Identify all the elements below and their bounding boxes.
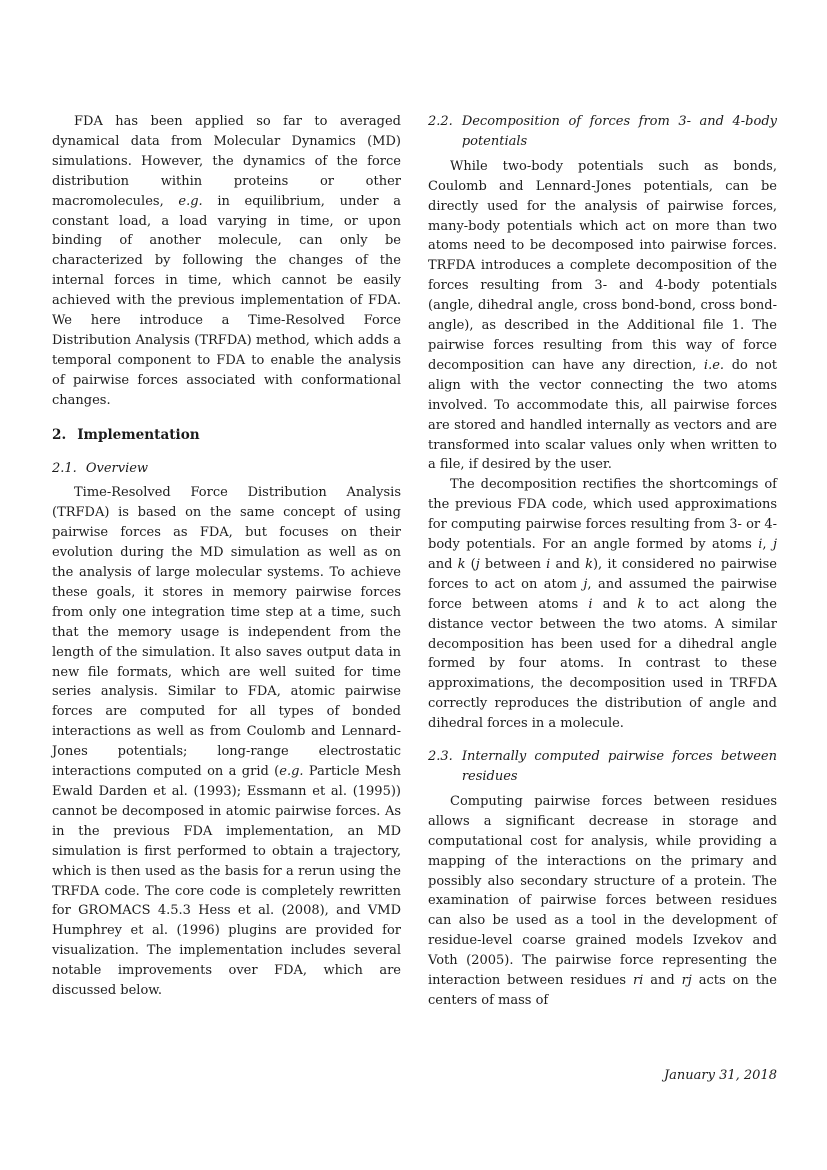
body-text: Particle Mesh Ewald Darden et al. (1993); Essmann et al. (1995)) cannot be decomposed in atomic pairwise forces. As in the previous FDA implementation, an MD simulation is first performed to obtain a trajectory, which is then used as the basis for a rerun using the TRFDA code. The core code is completely rewritten for GROMACS 4.5.3 Hess et al. (2008), and VMD Humphrey et al. (1996) plugins are provided for visualization. The implementation includes several notable improvements over FDA, which are discussed below. xyxy=(52,764,401,999)
subsection-heading xyxy=(428,112,777,152)
heading-number: 2.1. xyxy=(52,460,77,476)
paragraph xyxy=(428,157,777,476)
body-text: acts on the centers of mass of xyxy=(428,973,777,1008)
heading-number: 2. xyxy=(52,426,67,443)
body-text: to act along the distance vector between the two atoms. A similar decomposition has been used for a dihedral angle formed by four atoms. In contrast to these approximations, the decomposition used in TRFDA correctly reproduces the distribution of angle and dihedral forces in a molecule. xyxy=(428,596,777,732)
body-text: While two-body potentials such as bonds, Coulomb and Lennard-Jones potentials, can be directly used for the analysis of pairwise forces, many-body potentials which act on more than two atoms need to be decomposed into pairwise forces. TRFDA introduces a complete decomposition of the forces resulting from 3- and 4-body potentials (angle, dihedral angle, cross bond-bond, cross bond-angle), as described in the Additional file 1. The pairwise forces resulting from this way of force decomposition can have any direction, xyxy=(428,158,777,373)
body-text: , xyxy=(762,537,773,553)
subsection-heading xyxy=(52,459,401,479)
column-right xyxy=(428,112,777,1011)
body-text: The decomposition rectifies the shortcomings of the previous FDA code, which used approximations for computing pairwise forces resulting from 3- or 4-body potentials. For an angle formed by atoms xyxy=(428,477,777,553)
paragraph xyxy=(428,475,777,734)
body-text: and xyxy=(550,556,586,572)
italic-text: e.g. xyxy=(178,193,203,209)
italic-text: i.e. xyxy=(703,357,725,373)
subsection-heading xyxy=(428,747,777,787)
body-text: and xyxy=(592,596,638,612)
heading-title: Internally computed pairwise forces between residues xyxy=(461,749,777,784)
italic-text: j xyxy=(772,537,778,553)
body-text: , and assumed the pairwise force between atoms xyxy=(428,576,777,612)
italic-text: e.g. xyxy=(279,764,304,780)
body-text: between xyxy=(479,556,547,572)
section-heading xyxy=(52,426,401,446)
italic-text: i xyxy=(758,537,763,553)
heading-title: Overview xyxy=(85,460,149,476)
heading-number: 2.3. xyxy=(428,749,453,765)
italic-text: k xyxy=(585,556,593,572)
body-text: and xyxy=(643,973,682,989)
italic-text: i xyxy=(546,556,551,572)
body-text: in equilibrium, under a constant load, a load varying in time, or upon binding of another molecule, can only be characterized by following the changes of the internal forces in time, which cannot be easily achieved with the previous implementation of FDA. We here introduce a Time-Resolved Force Distribution Analysis (TRFDA) method, which adds a temporal component to FDA to enable the analysis of pairwise forces associated with conformational changes. xyxy=(52,193,401,408)
italic-text: j xyxy=(583,576,588,592)
italic-text: rj xyxy=(681,973,692,989)
italic-text: k xyxy=(457,556,466,572)
body-text: ), it considered no pairwise forces to act on atom xyxy=(428,556,777,592)
heading-title: Implementation xyxy=(77,426,200,443)
italic-text: i xyxy=(588,596,593,612)
body-text: FDA has been applied so far to averaged dynamical data from Molecular Dynamics (MD) simulations. However, the dynamics of the force distribution within proteins or other macromolecules, xyxy=(52,114,401,209)
italic-text: k xyxy=(637,596,646,612)
column-left xyxy=(52,112,401,1001)
heading-title: Decomposition of forces from 3- and 4-body potentials xyxy=(461,114,777,149)
body-text: Time-Resolved Force Distribution Analysis (TRFDA) is based on the same concept of using pairwise forces as FDA, but focuses on their evolution during the MD simulation as well as on the analysis of large molecular systems. To achieve these goals, it stores in memory pairwise forces from only one integration time step at a time, such that the memory usage is independent from the length of the simulation. It also saves output data in new file formats, which are well suited for time series analysis. Similar to FDA, atomic pairwise forces are computed for all types of bonded interactions as well as from Coulomb and Lennard-Jones potentials; long-range electrostatic interactions computed on a grid ( xyxy=(52,485,401,780)
paragraph xyxy=(428,792,777,1011)
body-text: ( xyxy=(465,556,476,572)
heading-number: 2.2. xyxy=(428,114,453,129)
footer-date: January 31, 2018 xyxy=(663,1068,777,1083)
paragraph xyxy=(52,483,401,1001)
paragraph xyxy=(52,112,401,411)
italic-text: ri xyxy=(632,973,644,989)
body-text: Computing pairwise forces between residues allows a significant decrease in storage and computational cost for analysis, while providing a mapping of the interactions on the primary and possibly also secondary structure of a protein. The examination of pairwise forces between residues can also be used as a tool in the development of residue-level coarse grained models Izvekov and Voth (2005). The pairwise force representing the interaction between residues xyxy=(428,793,777,989)
italic-text: j xyxy=(475,556,480,572)
body-text: do not align with the vector connecting the two atoms involved. To accommodate this, all pairwise forces are stored and handled internally as vectors and are transformed into scalar values only when written to a file, if desired by the user. xyxy=(428,357,777,473)
body-text: and xyxy=(428,556,458,572)
